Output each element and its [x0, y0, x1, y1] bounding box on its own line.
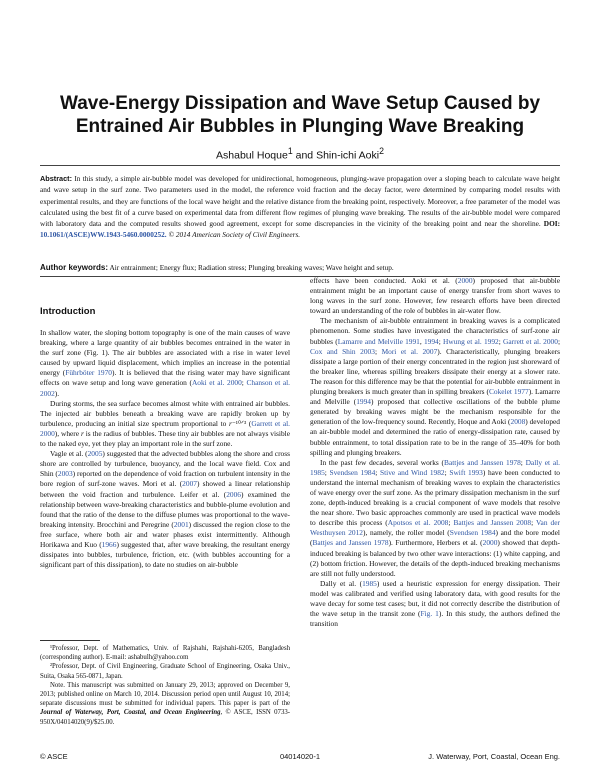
copyright-notice: © 2014 American Society of Civil Engineers.: [168, 230, 301, 240]
text-run: ;: [498, 336, 504, 346]
citation-link[interactable]: 2000: [482, 538, 498, 548]
text-run: ). Characteristically, plunging breakers dissipate a large portion of their energy concentrated in the region just shoreward of the breaker line, whereas spilling breakers dissipate their energy at a slower rate. The reason for this difference may be that the potential for air-bubble entrainment in plunging breakers is much greater than in spilling breakers (: [310, 346, 560, 397]
citation-link[interactable]: Dally et al. 1985: [310, 457, 561, 477]
citation-link[interactable]: 2001: [173, 519, 189, 529]
citation-link[interactable]: Apotsos et al. 2008: [387, 518, 449, 528]
text-run: ;: [531, 518, 537, 528]
citation-link[interactable]: Hwung et al. 1992: [443, 336, 499, 346]
paragraph: [310, 458, 560, 579]
paragraph: [310, 276, 560, 316]
citation-link[interactable]: Chanson et al. 2002: [40, 378, 291, 398]
abstract-text: In this study, a simple air-bubble model was developed for unidirectional, homogeneous, plunging-wave propagation over a sloping beach to calculate wave height and wave setup in the surf zone. Two parameters used in the model, the reference void fraction and the decay factor, were determined by comparing model results with experimental results, and they are functions of the local wave height and the relative distance from the breaking point, respectively. Moreover, a free parameter of the model was calculated using the best fit of a curve based on experimental data from different flow regimes of plunging wave breaking. The results of the air-bubble model were compared with laboratory data and the computed results showed good agreement, except for some discrepancies in the vicinity of the breaking point and near the shoreline.: [40, 174, 560, 229]
text-run: is the radius of bubbles. These tiny air bubbles are not always visible to the naked eye, yet they play an important role in the surf zone.: [40, 428, 291, 449]
citation-link[interactable]: Battjes and Janssen 2008: [453, 518, 532, 528]
text-run: r: [80, 428, 84, 438]
text-run: ). Furthermore, Herbers et al. (: [388, 538, 483, 548]
citation-link[interactable]: Mori et al. 2007: [381, 346, 438, 356]
citation-link[interactable]: 2006: [226, 489, 241, 499]
text-run: ;: [557, 336, 560, 346]
text-run: ;: [324, 467, 330, 477]
text-run: r: [228, 418, 232, 428]
citation-link[interactable]: Swift 1993: [449, 467, 483, 477]
citation-link[interactable]: 2005: [87, 449, 103, 459]
citation-link[interactable]: Battjes and Janssen 1978: [444, 457, 521, 467]
text-run: In the past few decades, several works (: [320, 457, 445, 467]
text-run: ) showed that depth-induced breaking is balanced by two other wave interactions: (1) white capping, and (2) bottom friction. However, the details of the depth-induced breaking mechanisms are still not fully understood.: [310, 538, 560, 578]
citation-link[interactable]: Battjes and Janssen 1978: [312, 538, 389, 548]
text-run: Dally et al. (: [320, 578, 363, 588]
citation-link[interactable]: 1985: [362, 578, 377, 588]
text-run: ) discussed the region close to the free surface, where both air and water phases exist intermittently. Although Horikawa and Kuo (: [40, 519, 290, 549]
footnotes: [40, 644, 290, 727]
text-run: The mechanism of air-bubble entrainment in breaking waves is a complicated phenomenon. Some studies have investigated the characteristics of surf-zone air bubbles (: [310, 316, 560, 346]
note-text: , © ASCE, ISSN 0733-950X/04014020(9)/$25.00.: [40, 709, 291, 726]
citation-link[interactable]: Cokelet 1977: [488, 387, 529, 397]
paper-title: Wave-Energy Dissipation and Wave Setup Caused by Entrained Air Bubbles in Plunging Wave Breaking: [59, 93, 541, 137]
text-run: ;: [241, 378, 247, 388]
citation-link[interactable]: 1994: [423, 336, 439, 346]
text-run: ,: [419, 336, 424, 346]
citation-link[interactable]: 1994: [356, 397, 371, 407]
text-run: ).: [54, 388, 60, 398]
page-number: 04014020-1: [279, 752, 321, 761]
text-run: ) proposed that air-bubble entrainment might be an important cause of energy transfer from short waves to long waves in the surf zone. However, few research efforts have been directed toward an understanding of the role of bubbles in air-water flow.: [310, 276, 561, 316]
paragraph: [40, 328, 290, 399]
text-run: Vagle et al. (: [50, 449, 88, 459]
citation-link[interactable]: Aoki et al. 2000: [191, 378, 242, 388]
text-run: ) developed an air-bubble model and determined the ratio of energy-dissipation rate, caused by bubble entrainment, to total dissipation rate to be in the range of 35–40% for both spilling and plunging breakers.: [310, 417, 560, 457]
text-run: In shallow water, the sloping bottom topography is one of the main causes of wave breaking, where a large quantity of air bubbles becomes entrained in the water in the surf zone (Fig. 1). The air bubbles are associated with a rise in water level caused by upward liquid displacement, which implies an increase in the potential energy (: [40, 328, 290, 378]
text-run: ) examined the relationship between wave-breaking characteristics and bubble-plume evolution and found that the ratio of the dense to the diffuse plumes was proportional to the wave-breaking intensity. Brocchini and Peregrine (: [40, 489, 291, 529]
note-text: Note. This manuscript was submitted on January 29, 2013; approved on December 9, 2013; published online on March 10, 2014. Discussion period open until August 10, 2014; separate discussions must be submitted for individual papers. This paper is part of the: [40, 681, 290, 708]
citation-link[interactable]: Lamarre and Melville 1991: [337, 336, 420, 346]
journal-title: J. Waterway, Port, Coastal, Ocean Eng.: [428, 752, 560, 761]
divider: [40, 165, 560, 166]
keywords-text: Air entrainment; Energy flux; Radiation stress; Plunging breaking waves; Wave height and setup.: [109, 263, 394, 272]
citation-link[interactable]: Führböter 1970: [65, 368, 112, 378]
paragraph: [310, 316, 560, 457]
text-run: ) proposed that collective oscillations of the bubble plume generated by breaking waves might be the mechanism responsible for the generation of the low-frequency sound. Recently, Hoque and Aoki (: [310, 397, 560, 427]
footnote: ²Professor, Dept. of Civil Engineering, Graduate School of Engineering, Osaka Univ., Suita, Osaka 565-0871, Japan.: [40, 663, 290, 680]
footer-copyright: © ASCE: [40, 752, 68, 761]
text-run: ). Lamarre and Melville (: [310, 387, 560, 407]
doi-link[interactable]: 10.1061/(ASCE)WW.1943-5460.0000252.: [40, 230, 167, 240]
text-run: effects have been conducted. Aoki et al. (: [310, 276, 458, 285]
keywords: [40, 262, 560, 273]
text-run: ) have been conducted to understand the internal mechanism of breaking waves to explain the characteristics of wave energy over the surf zone. As the primary dissipation mechanism in the surf zone, depth-induced breaking is a crucial component of wave models that resolve the near shore. Two basic approaches commonly are used in practical wave models to describe this process (: [310, 467, 560, 528]
text-run: ;: [375, 467, 380, 477]
citation-link[interactable]: Fig. 1: [420, 609, 439, 619]
text-run: ⁻¹⁰ᐟ³: [231, 418, 247, 428]
keywords-label: Author keywords:: [40, 263, 109, 272]
journal-name: Journal of Waterway, Port, Coastal, and Ocean Engineering: [40, 709, 221, 717]
text-run: During storms, the sea surface becomes almost white with entrained air bubbles. The injected air bubbles beneath a breaking wave are rapidly broken up by turbulence, producing an initial size spectrum proportional to: [40, 398, 290, 428]
footnote: ¹Professor, Dept. of Mathematics, Univ. of Rajshahi, Rajshahi-6205, Bangladesh (corresponding author). E-mail: ashabulh@yahoo.com: [40, 645, 290, 662]
text-run: ). It is believed that the rising water may have significant effects on wave setup and long wave generation (: [40, 368, 290, 388]
manuscript-note: [40, 681, 290, 727]
citation-link[interactable]: Svendsen 1984: [329, 467, 376, 477]
abstract: [40, 173, 560, 241]
text-run: (: [246, 418, 252, 428]
citation-link[interactable]: Svendsen 1984: [449, 528, 496, 538]
left-column: [40, 306, 290, 570]
abstract-label: Abstract:: [40, 174, 73, 183]
citation-link[interactable]: Garrett et al. 2000: [40, 418, 290, 438]
text-run: ) suggested that, after wave breaking, the resultant energy dissipates into bubbles, turbulence, friction, etc. (with bubbles accounting for a significant part of this dissipation), to date no studies on air-bubble: [40, 539, 290, 570]
citation-link[interactable]: 2003: [57, 469, 73, 479]
footnote-divider: [40, 640, 100, 641]
author-line: [40, 146, 560, 162]
citation-link[interactable]: Van der Westhuysen 2012: [310, 518, 560, 538]
page-footer: [40, 752, 560, 764]
author-joiner: and: [292, 149, 317, 162]
citation-link[interactable]: 2008: [510, 417, 526, 427]
text-run: ) used a heuristic expression for energy dissipation. Their model was calibrated and verified using laboratory data, with good results for the wave decay for some test cases; but, it did not correctly describe the distribution of the wave setup in the transit zone (: [310, 578, 560, 619]
text-run: ), where: [54, 428, 81, 438]
paragraph: [40, 449, 290, 570]
text-run: ;: [374, 346, 382, 356]
author-affiliation-mark: 1: [287, 146, 293, 156]
section-heading: Introduction: [40, 306, 96, 317]
citation-link[interactable]: Cox and Shin 2003: [310, 346, 375, 356]
text-run: ;: [444, 467, 450, 477]
author-name: Shin-ichi Aoki: [316, 149, 380, 162]
text-run: ) reported on the dependence of void fraction on turbulent intensity in the bore region of surf-zone waves. Mori et al. (: [40, 469, 290, 489]
citation-link[interactable]: Garrett et al. 2000: [503, 336, 558, 346]
text-run: ) showed a linear relationship between the void fraction and turbulence. Leifer et al. (: [40, 479, 290, 499]
author-affiliation-mark: 2: [379, 146, 384, 156]
text-run: ). In this study, the authors defined the transition: [310, 609, 561, 629]
text-run: ;: [438, 336, 444, 346]
paragraph: [310, 579, 560, 629]
citation-link[interactable]: 1966: [101, 539, 117, 549]
paragraph: [40, 399, 290, 449]
text-run: ) and the bore model (: [310, 528, 560, 548]
text-run: ), namely, the roller model (: [362, 528, 450, 538]
citation-link[interactable]: 2000: [457, 276, 473, 285]
author-name: Ashabul Hoque: [216, 149, 288, 162]
citation-link[interactable]: 2007: [182, 479, 197, 489]
text-run: ;: [448, 518, 454, 528]
text-run: ) suggested that the advected bubbles along the shore and cross shore are controlled by turbulence, buoyancy, and the local wave field. Cox and Shin (: [40, 449, 290, 479]
text-run: ;: [520, 457, 526, 467]
right-column: [310, 276, 560, 629]
doi-label: DOI:: [543, 219, 561, 229]
citation-link[interactable]: Stive and Wind 1982: [380, 467, 445, 477]
